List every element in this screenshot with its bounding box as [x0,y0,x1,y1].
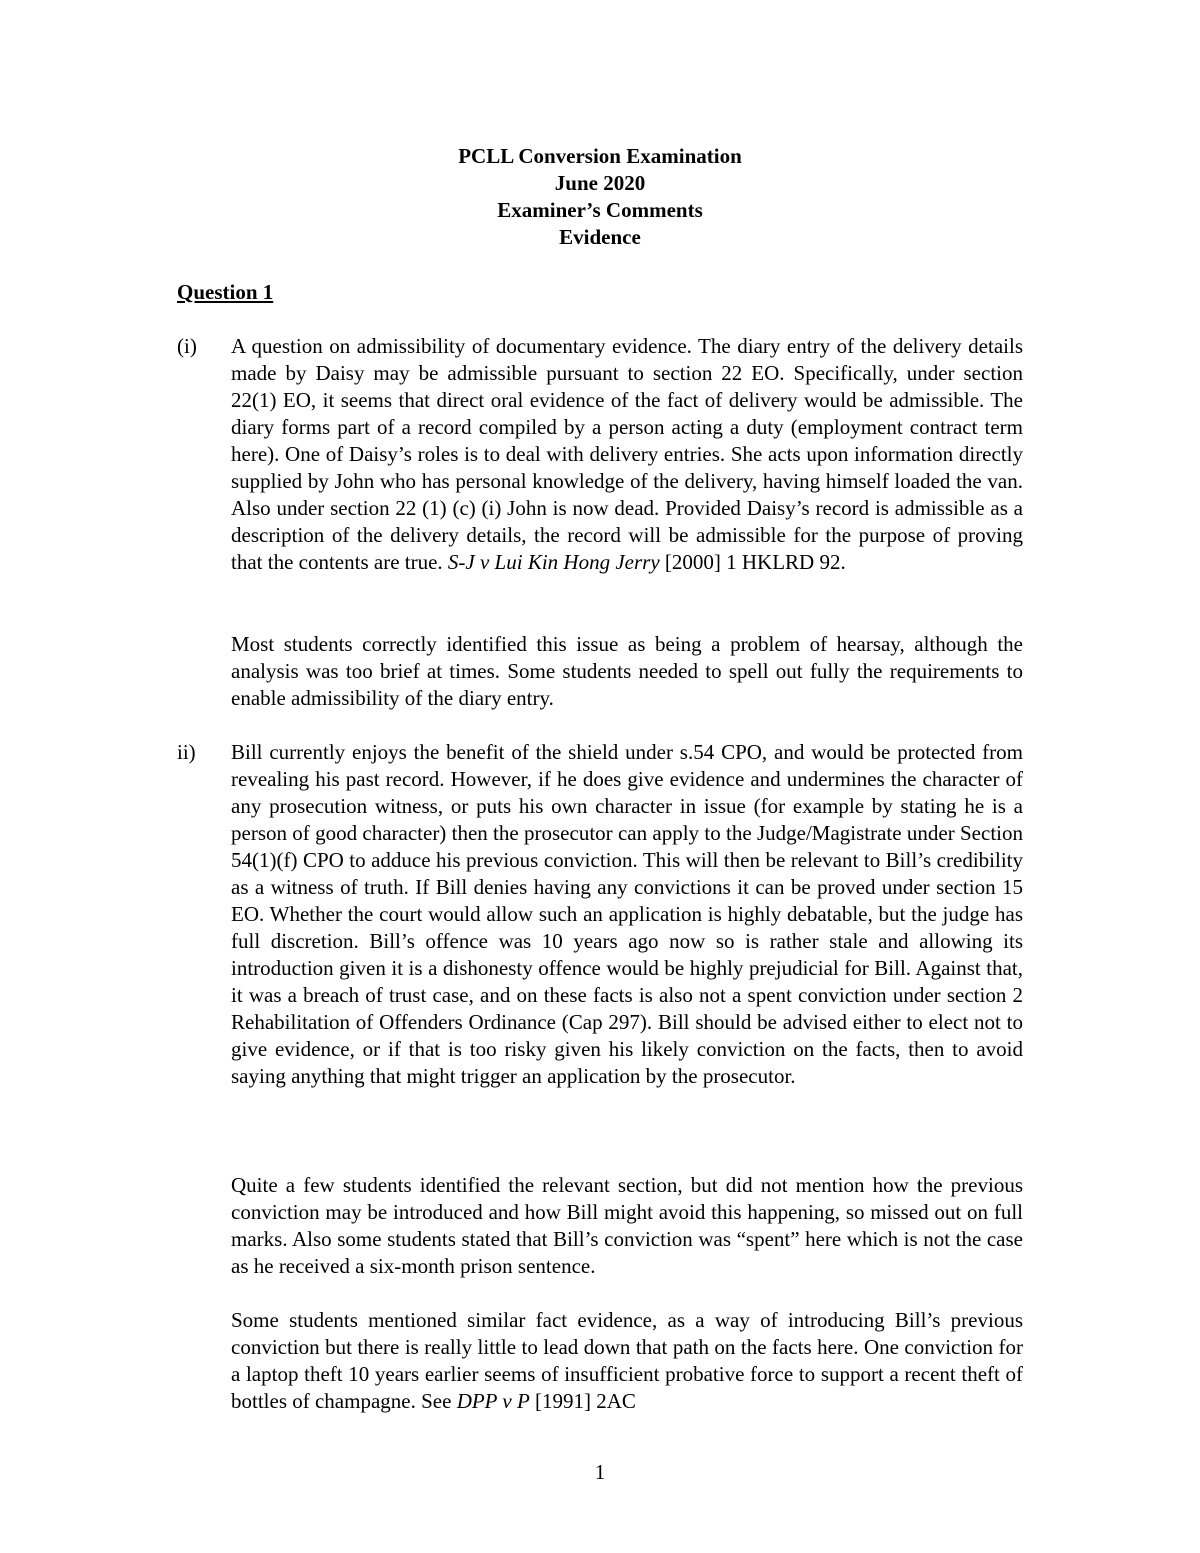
case-citation: [1991] 2AC [529,1389,636,1413]
case-citation: [2000] 1 HKLRD 92. [659,550,846,574]
part-i-text: A question on admissibility of documentary evidence. The diary entry of the delivery details made by Daisy may be admissible pursuant to section 22 EO. Specifically, under section 22(1) EO, it seems that direct oral evidence of the fact of delivery would be admissible. The diary forms part of a record compiled by a person acting a duty (employment contract term here). One of Daisy’s roles is to deal with delivery entries. She acts upon information directly supplied by John who has personal knowledge of the delivery, having himself loaded the van. Also under section 22 (1) (c) (i) John is now dead. Provided Daisy’s record is admissible as a description of the delivery details, the record will be admissible for the purpose of proving that the contents are true. [231,334,1023,574]
comments-title: Examiner’s Comments [497,198,703,222]
part-ii-text: Some students mentioned similar fact evidence, as a way of introducing Bill’s previous conviction but there is really little to lead down that path on the facts here. One conviction for a laptop theft 10 years earlier seems of insufficient probative force to support a recent theft of bottles of champagne. See [231,1308,1023,1413]
subject-title: Evidence [559,225,641,249]
part-ii-paragraph-3 [231,1307,1023,1415]
case-name: S-J v Lui Kin Hong Jerry [447,550,660,574]
page-number: 1 [594,1460,606,1484]
part-i-marker: (i) [177,334,197,358]
exam-date: June 2020 [554,171,646,195]
case-name: DPP v P [456,1389,530,1413]
part-ii-paragraph-1: Bill currently enjoys the benefit of the shield under s.54 CPO, and would be protected from revealing his past record. However, if he does give evidence and undermines the character of any prosecution witness, or puts his own character in issue (for example by stating he is a person of good character) then the prosecutor can apply to the Judge/Magistrate under Section 54(1)(f) CPO to adduce his previous conviction. This will then be relevant to Bill’s credibility as a witness of truth. If Bill denies having any convictions it can be proved under section 15 EO. Whether the court would allow such an application is highly debatable, but the judge has full discretion. Bill’s offence was 10 years ago now so is rather stale and allowing its introduction given it is a dishonesty offence would be highly prejudicial for Bill. Against that, it was a breach of trust case, and on these facts is also not a spent conviction under section 2 Rehabilitation of Offenders Ordinance (Cap 297). Bill should be advised either to elect not to give evidence, or if that is too risky given his likely conviction on the facts, then to avoid saying anything that might trigger an application by the prosecutor. [231,740,1023,1088]
exam-title: PCLL Conversion Examination [458,144,742,168]
part-i-paragraph-2: Most students correctly identified this issue as being a problem of hearsay, although the analysis was too brief at times. Some students needed to spell out fully the requirements to enable admissibility of the diary entry. [231,632,1023,710]
part-i-paragraph-1 [231,333,1023,576]
part-ii-marker: ii) [177,740,196,764]
part-ii-paragraph-2: Quite a few students identified the relevant section, but did not mention how the previous conviction may be introduced and how Bill might avoid this happening, so missed out on full marks. Also some students stated that Bill’s conviction was “spent” here which is not the case as he received a six-month prison sentence. [231,1173,1023,1278]
document-header [0,143,1200,251]
question-heading: Question 1 [177,280,274,304]
